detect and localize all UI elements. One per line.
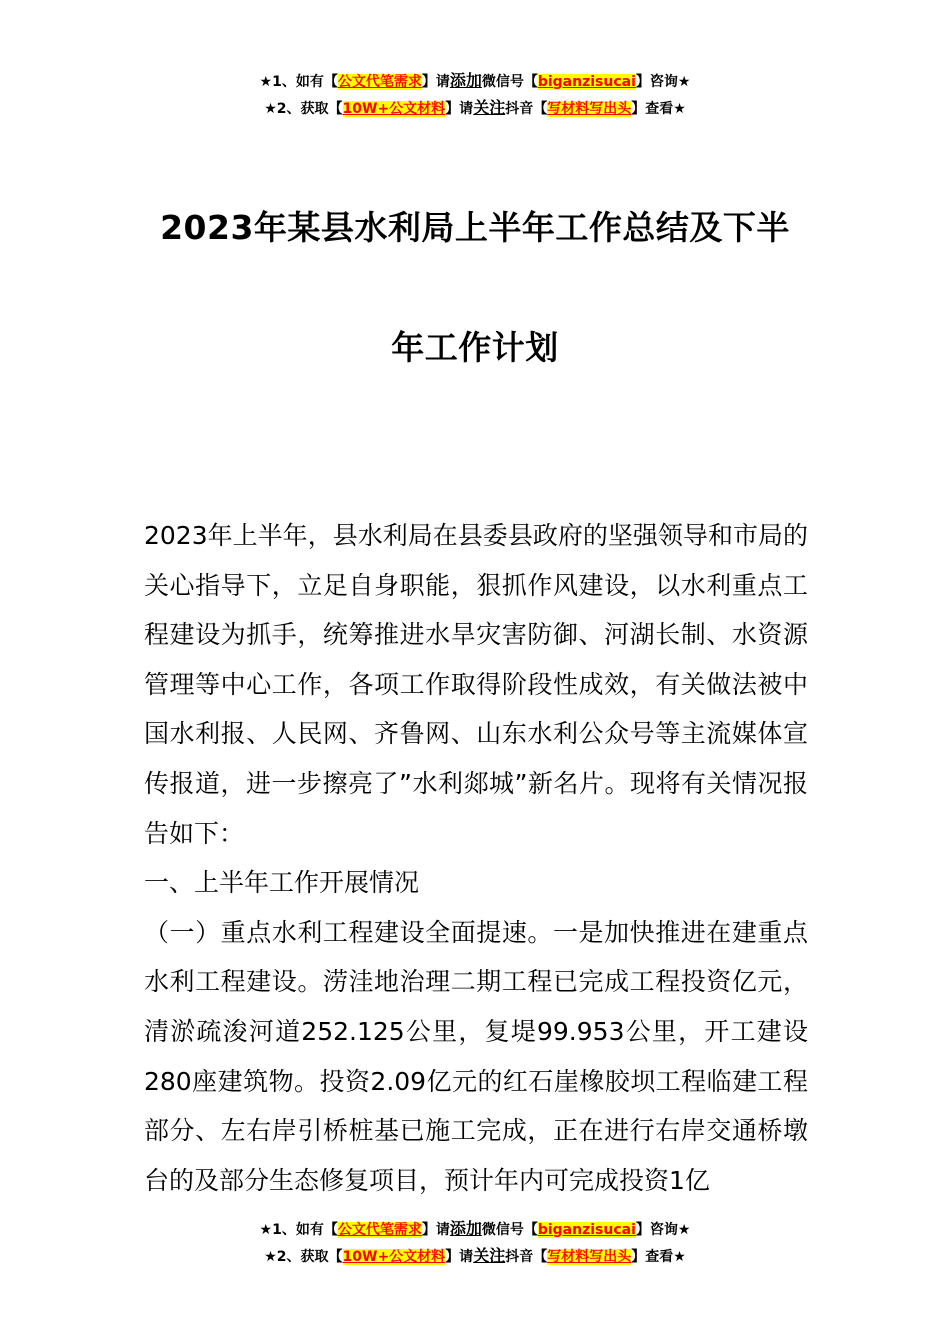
banner-underlined: 关注	[473, 98, 506, 117]
banner-text: 】请	[421, 1222, 450, 1238]
banner-underlined: 关注	[473, 1246, 506, 1265]
section-heading: 一、上半年工作开展情况	[144, 868, 420, 898]
banner-text: 】咨询★	[635, 1222, 691, 1238]
banner-highlight: 10W+公文材料	[342, 1249, 446, 1265]
banner-highlight: 写材料写出头	[547, 101, 632, 117]
banner-highlight: biganzisucai	[537, 1222, 636, 1238]
banner-text: ★1、如有【	[259, 74, 338, 90]
banner-text: 】请	[445, 101, 474, 117]
banner-highlight: 写材料写出头	[547, 1249, 632, 1265]
banner-underlined: 添加	[449, 1219, 482, 1238]
banner-text: 抖音【	[505, 1249, 548, 1265]
banner-highlight: 公文代笔需求	[337, 74, 422, 90]
banner-highlight: biganzisucai	[537, 74, 636, 90]
banner-text: ★2、获取【	[264, 1249, 343, 1265]
banner-text: 】查看★	[631, 1249, 686, 1265]
section-paragraph: （一）重点水利工程建设全面提速。一是加快推进在建重点水利工程建设。涝洼地治理二期工程已完成工程投资亿元，清淤疏浚河道252.125公里，复堤99.953公里，开工建设280座建筑物。投资2.09亿元的红石崖橡胶坝工程临建工程部分、左右岸引桥桩基已施工完成，正在进行右岸交通桥墩台的及部分生态修复项目，预计年内可完成投资1亿	[144, 917, 808, 1195]
footer-banner	[0, 1216, 950, 1270]
banner-text: 微信号【	[481, 74, 538, 90]
banner-text: 】查看★	[631, 101, 686, 117]
banner-text: 】咨询★	[635, 74, 691, 90]
banner-highlight: 公文代笔需求	[337, 1222, 422, 1238]
banner-text: ★2、获取【	[264, 101, 343, 117]
banner-line-2	[0, 1243, 950, 1270]
banner-text: 微信号【	[481, 1222, 538, 1238]
header-banner	[0, 68, 950, 122]
banner-text: ★1、如有【	[259, 1222, 338, 1238]
document-title-line-2: 年工作计划	[391, 328, 559, 367]
banner-text: 抖音【	[505, 101, 548, 117]
banner-line-2	[0, 95, 950, 122]
document-title-line-1: 2023年某县水利局上半年工作总结及下半	[160, 208, 790, 247]
banner-text: 】请	[421, 74, 450, 90]
banner-line-1	[0, 1216, 950, 1243]
document-body	[144, 511, 808, 1205]
banner-underlined: 添加	[449, 71, 482, 90]
banner-text: 】请	[445, 1249, 474, 1265]
banner-line-1	[0, 68, 950, 95]
banner-highlight: 10W+公文材料	[342, 101, 446, 117]
intro-paragraph: 2023年上半年，县水利局在县委县政府的坚强领导和市局的关心指导下，立足自身职能，狠抓作风建设，以水利重点工程建设为抓手，统筹推进水旱灾害防御、河湖长制、水资源管理等中心工作，各项工作取得阶段性成效，有关做法被中国水利报、人民网、齐鲁网、山东水利公众号等主流媒体宣传报道，进一步擦亮了”水利郯城”新名片。现将有关情况报告如下：	[144, 521, 808, 848]
